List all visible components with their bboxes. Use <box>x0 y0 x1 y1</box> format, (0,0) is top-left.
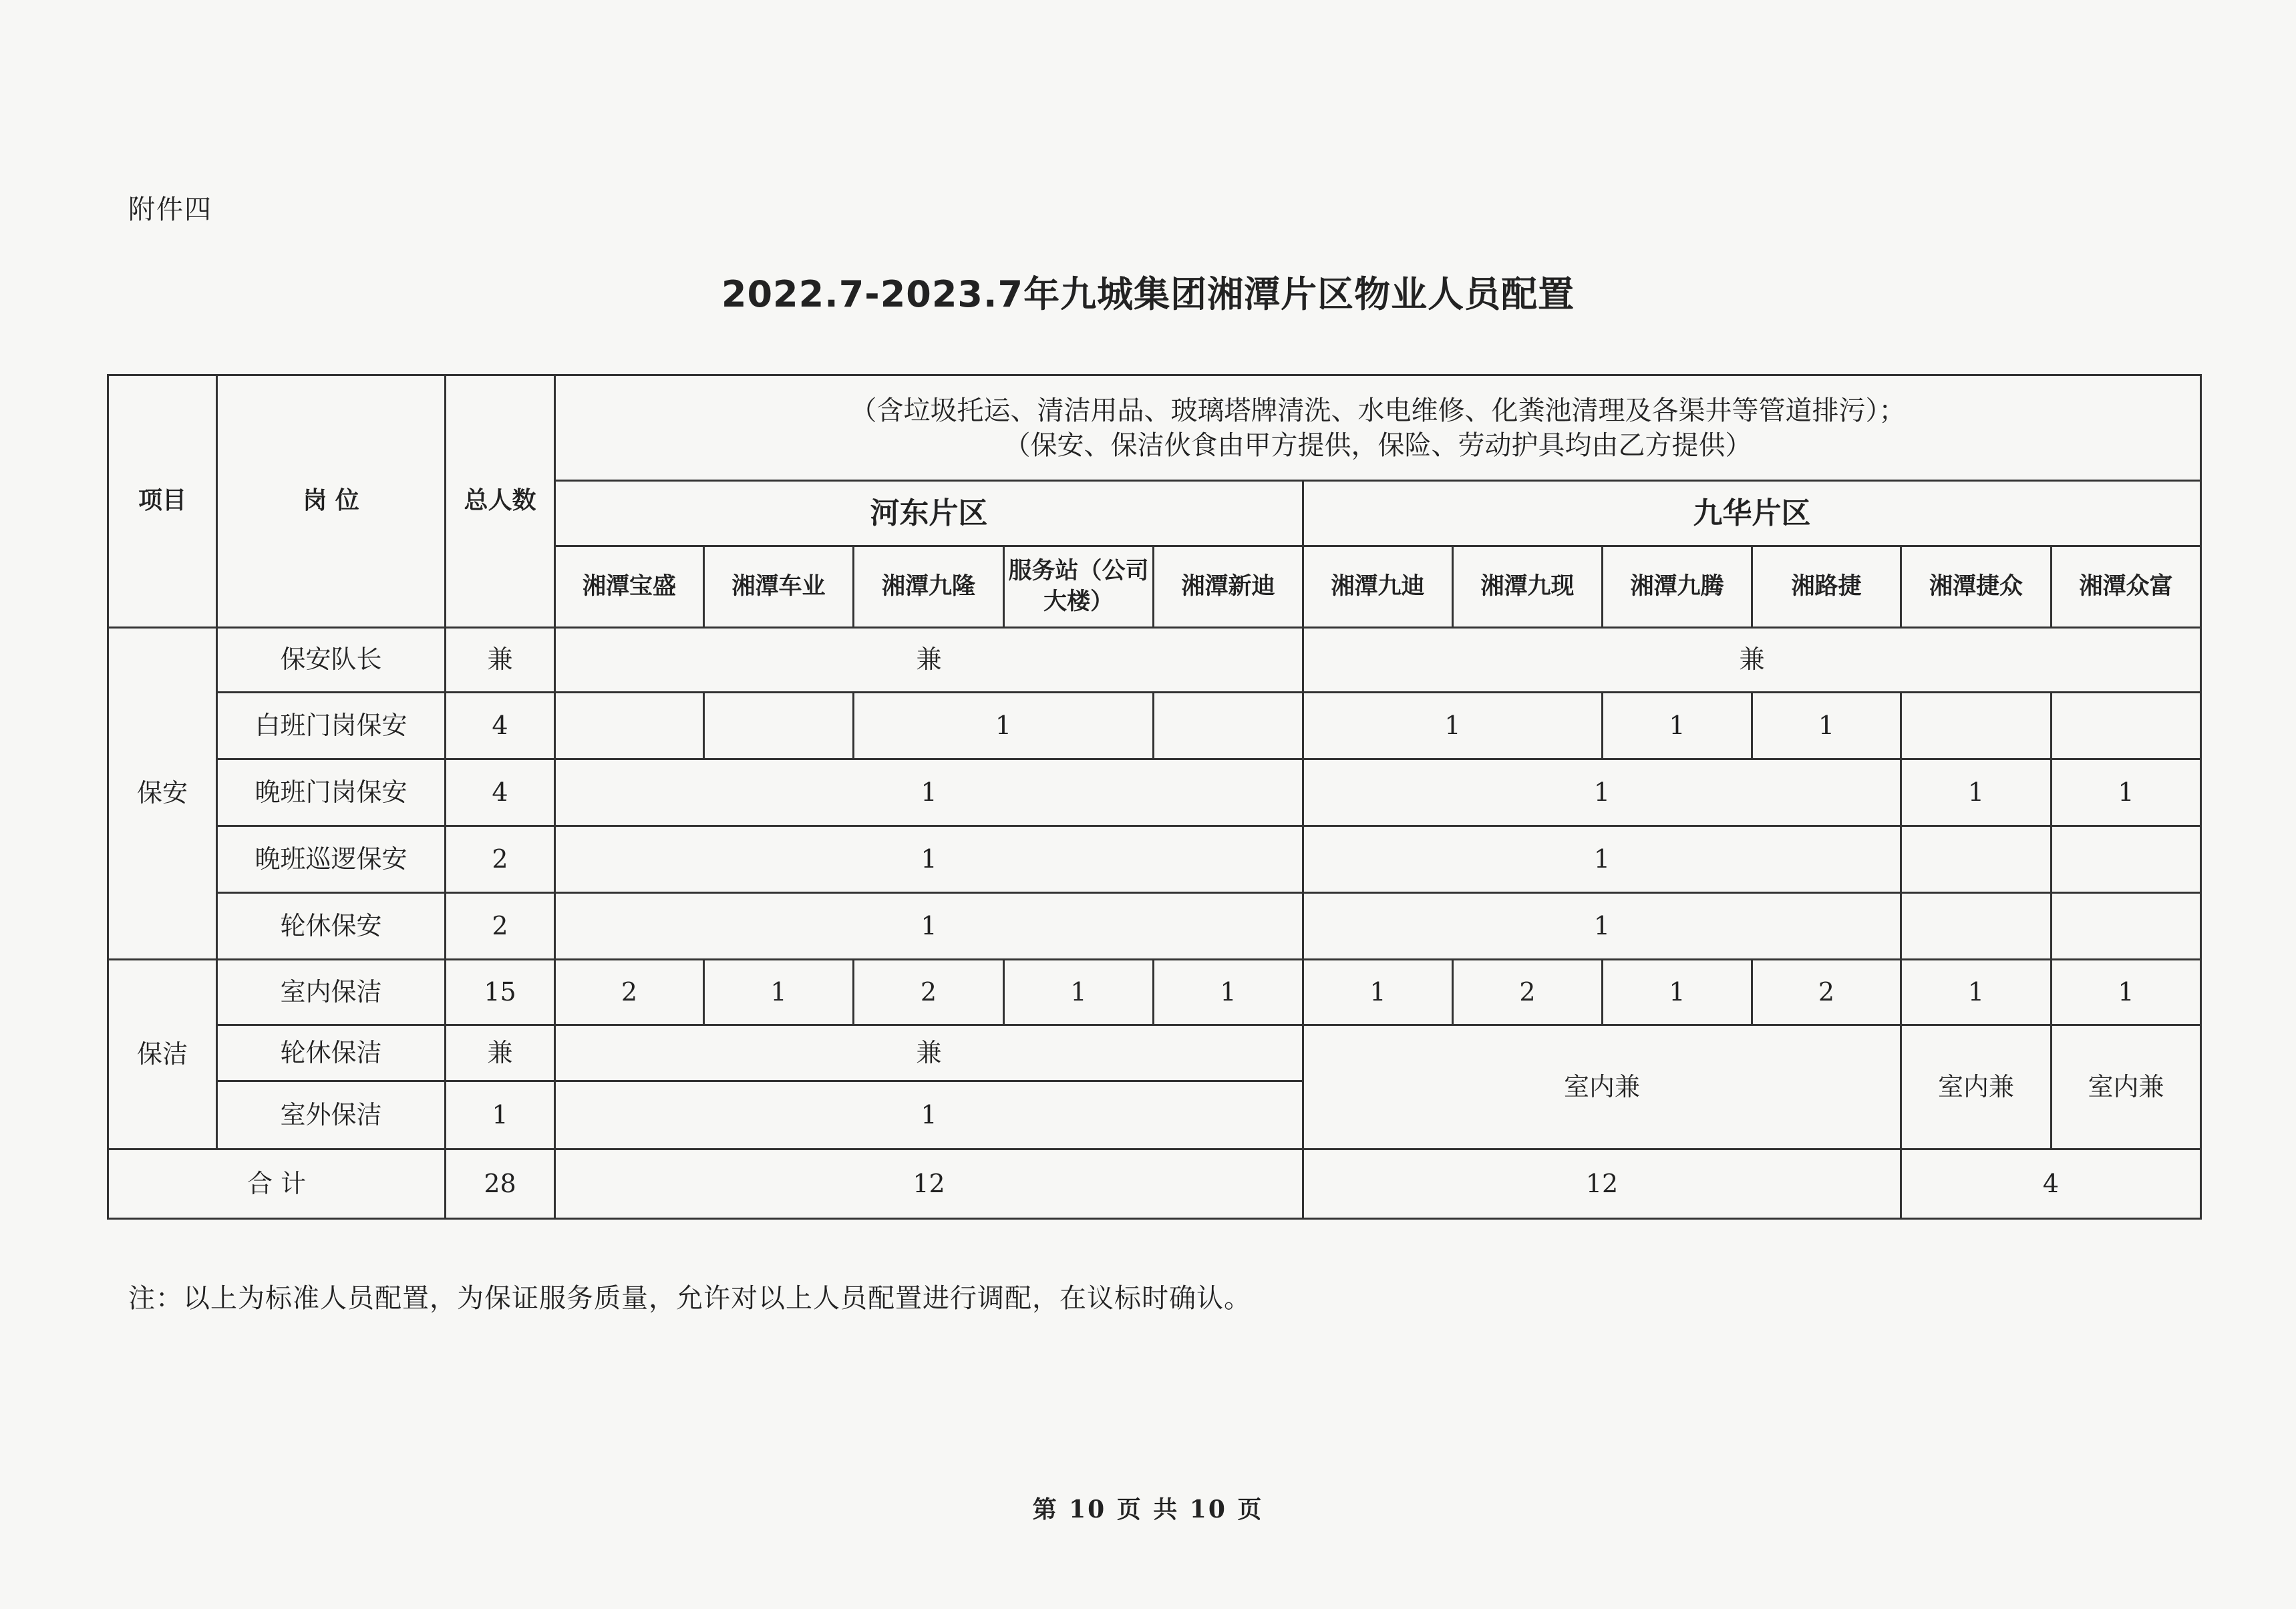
site-header: 湘潭九隆 <box>854 546 1004 628</box>
value-cell: 1 <box>2052 759 2201 826</box>
empty-cell <box>2052 693 2201 759</box>
value-cell: 1 <box>1303 693 1603 759</box>
scope-note-cell <box>555 375 2201 481</box>
empty-cell <box>1901 693 2052 759</box>
position-label: 保安队长 <box>217 628 446 693</box>
value-cell: 2 <box>555 960 704 1025</box>
site-header: 湘潭众富 <box>2052 546 2201 628</box>
value-cell: 兼 <box>555 628 1303 693</box>
sum-cell: 12 <box>555 1149 1303 1219</box>
total-cell: 4 <box>446 693 555 759</box>
value-cell: 1 <box>1901 960 2052 1025</box>
scope-line-2: （保安、保洁伙食由甲方提供，保险、劳动护具均由乙方提供） <box>1003 429 1752 461</box>
value-cell: 1 <box>555 893 1303 960</box>
footnote: 注：以上为标准人员配置，为保证服务质量，允许对以上人员配置进行调配，在议标时确认。 <box>128 1283 1251 1314</box>
value-cell: 1 <box>1154 960 1303 1025</box>
total-cell: 兼 <box>446 628 555 693</box>
value-cell: 1 <box>1303 826 1901 893</box>
position-label: 晚班巡逻保安 <box>217 826 446 893</box>
total-cell: 2 <box>446 826 555 893</box>
value-cell: 兼 <box>555 1025 1303 1081</box>
category-security: 保安 <box>108 628 217 960</box>
site-header: 湘潭车业 <box>704 546 854 628</box>
value-cell: 1 <box>854 693 1154 759</box>
header-position: 岗 位 <box>217 375 446 628</box>
value-cell: 2 <box>1752 960 1901 1025</box>
value-cell: 2 <box>1453 960 1603 1025</box>
empty-cell <box>1901 826 2052 893</box>
staffing-table <box>107 374 2202 1220</box>
value-cell: 1 <box>1901 759 2052 826</box>
value-cell: 2 <box>854 960 1004 1025</box>
position-label: 晚班门岗保安 <box>217 759 446 826</box>
empty-cell <box>555 693 704 759</box>
site-header: 湘潭捷众 <box>1901 546 2052 628</box>
value-cell: 室内兼 <box>2052 1025 2201 1149</box>
annex-label: 附件四 <box>128 194 212 225</box>
value-cell: 1 <box>555 1081 1303 1149</box>
scope-line-1: （含垃圾托运、清洁用品、玻璃塔牌清洗、水电维修、化粪池清理及各渠井等管道排污）； <box>850 395 1906 426</box>
header-total: 总人数 <box>446 375 555 628</box>
position-label: 室内保洁 <box>217 960 446 1025</box>
site-header: 湘潭宝盛 <box>555 546 704 628</box>
empty-cell <box>2052 893 2201 960</box>
total-cell: 兼 <box>446 1025 555 1081</box>
value-cell: 室内兼 <box>1303 1025 1901 1149</box>
zone-jiuhua: 九华片区 <box>1303 481 2201 546</box>
empty-cell <box>2052 826 2201 893</box>
site-header: 湘路捷 <box>1752 546 1901 628</box>
value-cell: 1 <box>555 759 1303 826</box>
category-cleaning: 保洁 <box>108 960 217 1149</box>
total-cell: 2 <box>446 893 555 960</box>
value-cell: 1 <box>704 960 854 1025</box>
value-cell: 1 <box>1603 693 1752 759</box>
value-cell: 兼 <box>1303 628 2201 693</box>
position-label: 轮休保洁 <box>217 1025 446 1081</box>
empty-cell <box>704 693 854 759</box>
sum-cell: 4 <box>1901 1149 2201 1219</box>
total-cell: 28 <box>446 1149 555 1219</box>
site-header: 湘潭九腾 <box>1603 546 1752 628</box>
value-cell: 1 <box>1004 960 1154 1025</box>
total-cell: 4 <box>446 759 555 826</box>
value-cell: 1 <box>2052 960 2201 1025</box>
position-label: 白班门岗保安 <box>217 693 446 759</box>
value-cell: 1 <box>1303 759 1901 826</box>
sum-label: 合 计 <box>108 1149 446 1219</box>
position-label: 轮休保安 <box>217 893 446 960</box>
site-header: 湘潭九现 <box>1453 546 1603 628</box>
page-number: 第 10 页 共 10 页 <box>1032 1495 1264 1524</box>
value-cell: 1 <box>1303 893 1901 960</box>
value-cell: 1 <box>555 826 1303 893</box>
zone-hedong: 河东片区 <box>555 481 1303 546</box>
value-cell: 1 <box>1303 960 1453 1025</box>
value-cell: 1 <box>1752 693 1901 759</box>
value-cell: 室内兼 <box>1901 1025 2052 1149</box>
site-header: 湘潭新迪 <box>1154 546 1303 628</box>
sum-cell: 12 <box>1303 1149 1901 1219</box>
total-cell: 15 <box>446 960 555 1025</box>
page-title: 2022.7-2023.7年九城集团湘潭片区物业人员配置 <box>721 273 1575 315</box>
position-label: 室外保洁 <box>217 1081 446 1149</box>
site-header: 服务站（公司大楼） <box>1004 546 1154 628</box>
empty-cell <box>1154 693 1303 759</box>
header-item: 项目 <box>108 375 217 628</box>
total-cell: 1 <box>446 1081 555 1149</box>
site-header: 湘潭九迪 <box>1303 546 1453 628</box>
empty-cell <box>1901 893 2052 960</box>
value-cell: 1 <box>1603 960 1752 1025</box>
